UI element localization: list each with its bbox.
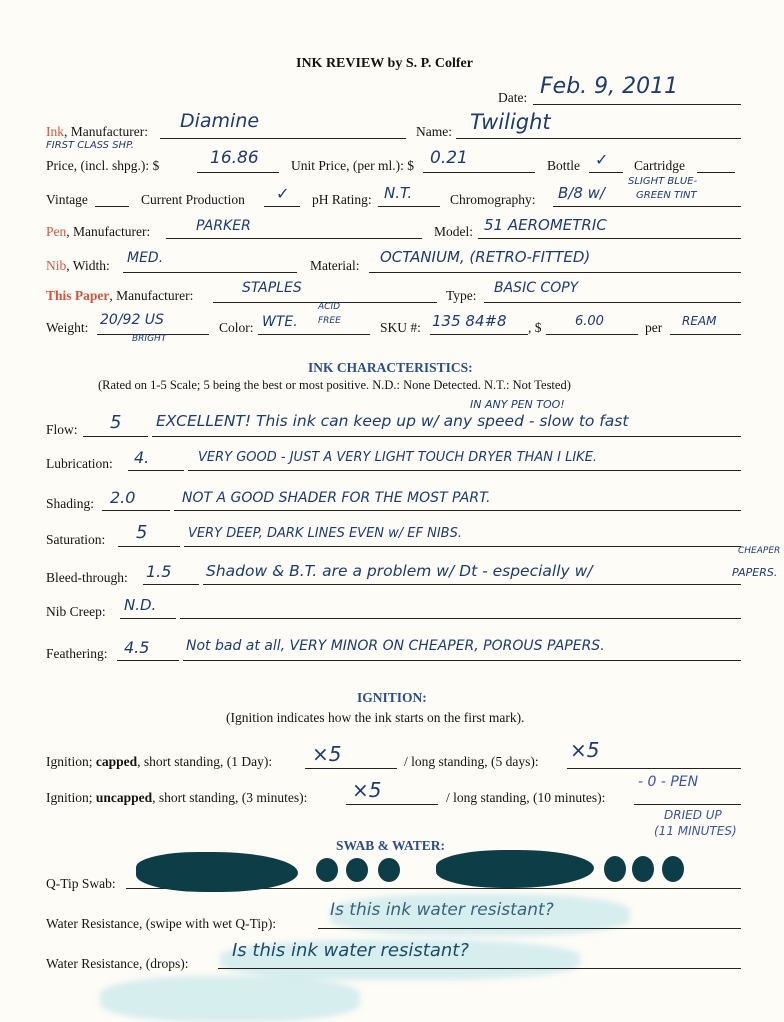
model-value: 51 AEROMETRIC: [484, 216, 607, 234]
price-value: 16.86: [210, 148, 259, 168]
unit-price-label: Unit Price, (per ml.): $: [291, 158, 414, 173]
paper-manufacturer-label: This Paper, Manufacturer:: [46, 288, 194, 303]
vintage-label: Vintage: [46, 192, 88, 207]
ink-manufacturer-label: Ink, Manufacturer:: [46, 124, 148, 139]
nib-width-label: Nib, Width:: [46, 258, 110, 273]
ratings-note: (Rated on 1-5 Scale; 5 being the best or most positive. N.D.: None Detected. N.T.: Not Tested): [98, 378, 571, 392]
flow-comment: EXCELLENT! This ink can keep up w/ any speed - slow to fast: [156, 412, 629, 430]
current-production-label: Current Production: [141, 192, 245, 207]
lubrication-score: 4.: [134, 448, 150, 467]
water-resistance-drops-text: Is this ink water resistant?: [232, 940, 469, 961]
flow-label: Flow:: [46, 422, 78, 437]
flow-score: 5: [110, 412, 122, 433]
bottle-label: Bottle: [547, 158, 580, 173]
swab-water-heading: SWAB & WATER:: [336, 838, 446, 853]
paper-price-value: 6.00: [575, 314, 604, 329]
qtip-swab-label: Q-Tip Swab:: [46, 876, 116, 891]
bottle-mark: ✓: [595, 150, 609, 169]
per-label: per: [645, 320, 663, 335]
capped-short-value: ×5: [312, 742, 342, 766]
saturation-score: 5: [136, 522, 148, 543]
bleed-note-2: PAPERS.: [732, 566, 778, 579]
flow-insert: IN ANY PEN TOO!: [470, 398, 565, 411]
per-value: REAM: [682, 314, 717, 328]
swab-dot-5: [632, 856, 654, 882]
swab-stroke-2: [436, 850, 594, 888]
weight-label: Weight:: [46, 320, 89, 335]
chromography-note-2: GREEN TINT: [636, 190, 697, 201]
capped-label: Ignition; capped, short standing, (1 Day):: [46, 754, 273, 769]
nib-width-value: MED.: [127, 250, 164, 266]
color-note-1: ACID: [318, 302, 341, 312]
unit-price-value: 0.21: [430, 148, 468, 168]
chromography-value: B/8 w/: [558, 184, 605, 202]
shipping-note: FIRST CLASS SHP.: [46, 140, 134, 151]
water-wash-3: [100, 976, 360, 1022]
feathering-comment: Not bad at all, VERY MINOR ON CHEAPER, POROUS PAPERS.: [186, 638, 605, 654]
ignition-note: (Ignition indicates how the ink starts on the first mark).: [226, 710, 525, 725]
chromography-note-1: SLIGHT BLUE-: [628, 176, 698, 187]
capped-long-value: ×5: [570, 738, 600, 762]
swab-dot-1: [316, 858, 338, 882]
color-value: WTE.: [262, 314, 298, 330]
weight-note: BRIGHT: [132, 334, 167, 344]
lubrication-label: Lubrication:: [46, 456, 113, 471]
date-value: Feb. 9, 2011: [540, 74, 679, 99]
swab-dot-6: [662, 856, 684, 882]
bleed-note-1: CHEAPER: [738, 546, 781, 556]
swab-dot-3: [378, 858, 400, 882]
cartridge-label: Cartridge: [634, 158, 685, 173]
water-resistance-drops-label: Water Resistance, (drops):: [46, 956, 189, 971]
uncapped-note-2: (11 MINUTES): [654, 824, 737, 838]
shading-comment: NOT A GOOD SHADER FOR THE MOST PART.: [182, 490, 491, 506]
ph-label: pH Rating:: [312, 192, 372, 207]
uncapped-note-1: DRIED UP: [664, 808, 722, 822]
uncapped-label: Ignition; uncapped, short standing, (3 minutes):: [46, 790, 308, 805]
chromography-label: Chromography:: [450, 192, 536, 207]
pen-manufacturer-label: Pen, Manufacturer:: [46, 224, 151, 239]
paper-price-label: , $: [528, 320, 542, 335]
weight-value: 20/92 US: [100, 312, 164, 328]
swab-dot-4: [604, 856, 626, 882]
ink-characteristics-heading: INK CHARACTERISTICS:: [308, 360, 473, 375]
nib-material-label: Material:: [310, 258, 360, 273]
ink-name-value: Twilight: [470, 110, 551, 134]
saturation-comment: VERY DEEP, DARK LINES EVEN w/ EF NIBS.: [188, 526, 462, 541]
bleed-through-comment: Shadow & B.T. are a problem w/ Dt - especially w/: [206, 562, 593, 580]
water-resistance-swipe-text: Is this ink water resistant?: [330, 900, 554, 920]
sku-value: 135 84#8: [432, 312, 507, 330]
feathering-label: Feathering:: [46, 646, 108, 661]
nib-creep-score: N.D.: [124, 596, 157, 614]
date-label: Date:: [498, 90, 528, 105]
ink-name-label: Name:: [416, 124, 452, 139]
nib-creep-label: Nib Creep:: [46, 604, 106, 619]
water-resistance-swipe-label: Water Resistance, (swipe with wet Q-Tip):: [46, 916, 277, 931]
paper-type-label: Type:: [446, 288, 477, 303]
uncapped-long-label: / long standing, (10 minutes):: [446, 790, 606, 805]
shading-label: Shading:: [46, 496, 95, 511]
page-title: INK REVIEW by S. P. Colfer: [296, 56, 473, 71]
shading-score: 2.0: [110, 488, 136, 507]
color-note-2: FREE: [318, 316, 341, 326]
saturation-label: Saturation:: [46, 532, 106, 547]
ph-value: N.T.: [384, 184, 413, 202]
capped-long-label: / long standing, (5 days):: [404, 754, 539, 769]
paper-manufacturer-value: STAPLES: [242, 280, 302, 296]
lubrication-comment: VERY GOOD - JUST A VERY LIGHT TOUCH DRYER THAN I LIKE.: [198, 450, 598, 465]
swab-dot-2: [346, 858, 368, 882]
uncapped-short-value: ×5: [352, 778, 382, 802]
bleed-through-score: 1.5: [146, 562, 172, 581]
bleed-through-label: Bleed-through:: [46, 570, 128, 585]
color-label: Color:: [219, 320, 254, 335]
sku-label: SKU #:: [380, 320, 421, 335]
swab-stroke-1: [136, 852, 298, 892]
uncapped-long-value: - 0 - PEN: [638, 774, 699, 790]
model-label: Model:: [434, 224, 473, 239]
current-mark: ✓: [276, 184, 290, 203]
price-label: Price, (incl. shpg.): $: [46, 158, 160, 173]
feathering-score: 4.5: [124, 638, 150, 657]
ignition-heading: IGNITION:: [357, 690, 427, 705]
pen-manufacturer-value: PARKER: [196, 218, 251, 234]
ink-manufacturer-value: Diamine: [180, 110, 260, 132]
nib-material-value: OCTANIUM, (RETRO-FITTED): [380, 248, 591, 266]
paper-type-value: BASIC COPY: [494, 280, 579, 296]
